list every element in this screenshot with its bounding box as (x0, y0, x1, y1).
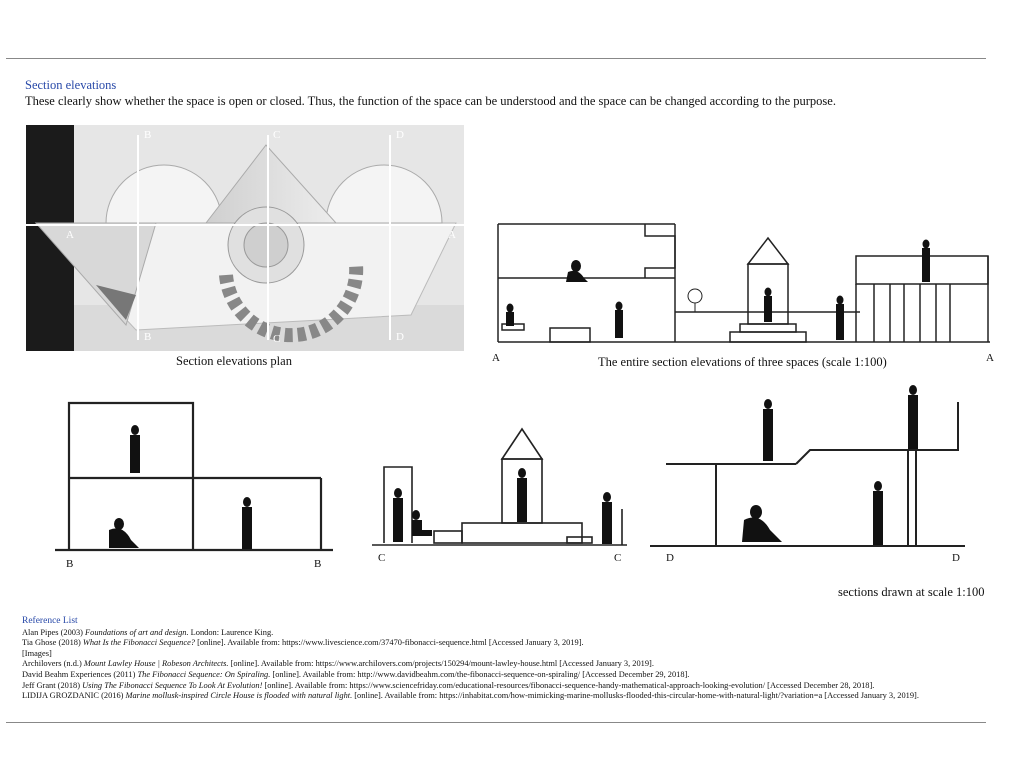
reference-item: LIDIJA GROZDANIC (2016) Marine mollusk-inspired Circle House is flooded with natural light. [online]. Available from: https://inhabitat.com/how-mimicking-marine-mollusks-flooded-this-circular-home-with-natural-light/?variation=a [Accessed January 3, 2019]. (22, 691, 919, 701)
section-aa-drawing (490, 220, 1000, 350)
plan-label-b-bottom: B (144, 331, 152, 343)
reference-list (22, 616, 1012, 702)
plan-label-a-right: A (448, 229, 456, 241)
plan-label-c-bottom: C (273, 333, 281, 345)
plan-label-d-bottom: D (396, 331, 404, 343)
section-cc-right-label: C (614, 552, 622, 564)
section-aa-right-label: A (986, 352, 994, 364)
section-aa-caption: The entire section elevations of three spaces (scale 1:100) (598, 355, 887, 369)
bottom-rule (6, 722, 986, 723)
plan-label-a-left: A (66, 229, 74, 241)
section-bb-drawing (55, 400, 335, 560)
reference-item: Archilovers (n.d.) Mount Lawley House | Robeson Architects. [online]. Available from: https://www.archilovers.com/projects/150294/mount-lawley-house.html [Accessed January 3, 2019]. (22, 659, 654, 669)
plan-model-drawing (26, 125, 464, 351)
plan-label-d-top: D (396, 129, 404, 141)
section-dd-left-label: D (666, 552, 674, 564)
intro-text: These clearly show whether the space is open or closed. Thus, the function of the space can be understood and the space can be changed according to the purpose. (25, 94, 836, 108)
reference-item: Tia Ghose (2018) What Is the Fibonacci Sequence? [online]. Available from: https://www.livescience.com/37470-fibonacci-sequence.html [Accessed January 3, 2019]. (22, 638, 584, 648)
scale-note: sections drawn at scale 1:100 (838, 585, 985, 599)
section-bb-right-label: B (314, 558, 322, 570)
section-dd-right-label: D (952, 552, 960, 564)
reference-item: Jeff Grant (2018) Using The Fibonacci Sequence To Look At Evolution! [online]. Available from: https://www.sciencefriday.com/educational-resources/fibonacci-sequence-handy-mathematical-approach-looking-evolution/ [Accessed December 28, 2018]. (22, 680, 875, 690)
section-heading: Section elevations (25, 78, 117, 92)
reference-item: [Images] (22, 648, 52, 658)
plan-label-c-top: C (273, 129, 281, 141)
plan-photo (26, 125, 464, 351)
reference-item: David Beahm Experiences (2011) The Fibonacci Sequence: On Spiraling. [online]. Available from: http://www.davidbeahm.com/the-fibonacci-sequence-on-spiraling/ [Accessed December 29, 2018]. (22, 669, 690, 679)
section-cc-left-label: C (378, 552, 386, 564)
reference-item: Alan Pipes (2003) Foundations of art and design. London: Laurence King. (22, 627, 274, 637)
plan-label-b-top: B (144, 129, 152, 141)
section-cc-drawing (372, 425, 632, 555)
section-dd-drawing (650, 390, 970, 555)
section-aa-left-label: A (492, 352, 500, 364)
section-bb-left-label: B (66, 558, 74, 570)
reference-list-title: Reference List (22, 616, 78, 626)
plan-caption: Section elevations plan (176, 354, 292, 368)
top-rule (6, 58, 986, 59)
